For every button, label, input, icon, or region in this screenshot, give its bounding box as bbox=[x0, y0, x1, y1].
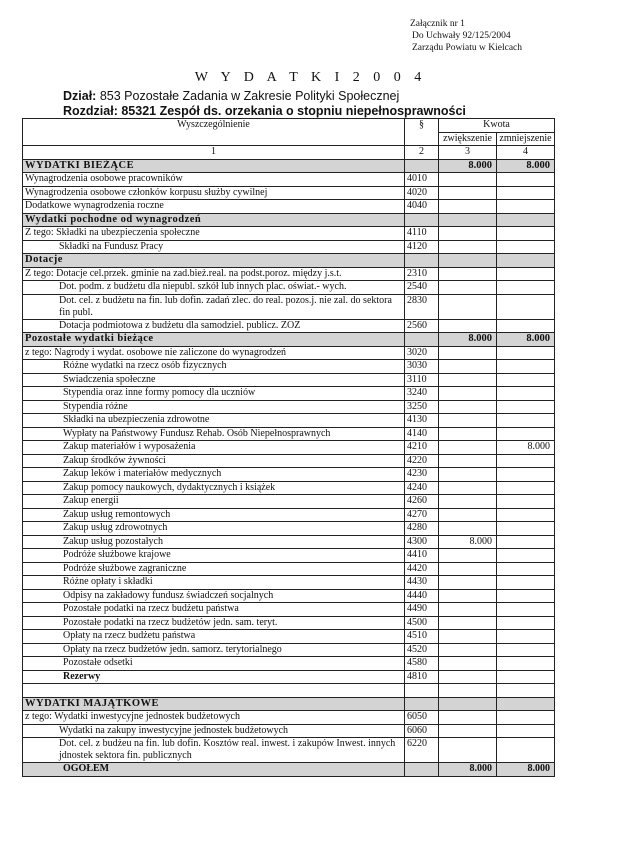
row-decrease bbox=[497, 173, 555, 187]
table-row bbox=[23, 427, 555, 441]
row-paragraph: 2540 bbox=[405, 281, 439, 295]
row-paragraph: 4110 bbox=[405, 227, 439, 241]
table-row bbox=[23, 346, 555, 360]
row-increase bbox=[439, 549, 497, 563]
row-label: Wydatki pochodne od wynagrodzeń bbox=[23, 213, 405, 227]
row-decrease bbox=[497, 373, 555, 387]
row-decrease bbox=[497, 227, 555, 241]
row-increase: 8.000 bbox=[439, 159, 497, 173]
row-increase bbox=[439, 697, 497, 711]
row-label: Zakup pomocy naukowych, dydaktycznych i książek bbox=[23, 481, 405, 495]
row-paragraph: 4040 bbox=[405, 200, 439, 214]
column-number: 2 bbox=[405, 146, 439, 160]
column-number: 1 bbox=[23, 146, 405, 160]
section-row bbox=[23, 333, 555, 347]
row-decrease bbox=[497, 562, 555, 576]
row-increase bbox=[439, 616, 497, 630]
row-label: OGÓŁEM bbox=[23, 763, 405, 777]
row-increase bbox=[439, 481, 497, 495]
row-paragraph: 2830 bbox=[405, 294, 439, 319]
row-decrease bbox=[497, 549, 555, 563]
row-label: Opłaty na rzecz budżetów jedn. samorz. terytorialnego bbox=[23, 643, 405, 657]
row-increase bbox=[439, 254, 497, 268]
section-row bbox=[23, 159, 555, 173]
row-increase bbox=[439, 387, 497, 401]
row-paragraph: 6060 bbox=[405, 724, 439, 738]
table-row bbox=[23, 603, 555, 617]
row-label: Zakup leków i materiałów medycznych bbox=[23, 468, 405, 482]
row-paragraph: 4410 bbox=[405, 549, 439, 563]
row-paragraph: 4010 bbox=[405, 173, 439, 187]
row-label: Podróże służbowe zagraniczne bbox=[23, 562, 405, 576]
table-row bbox=[23, 441, 555, 455]
row-decrease bbox=[497, 281, 555, 295]
expenses-table bbox=[22, 118, 555, 777]
rozdzial-line bbox=[63, 104, 466, 118]
table-row bbox=[23, 508, 555, 522]
table-row bbox=[23, 711, 555, 725]
row-label: Rezerwy bbox=[23, 670, 405, 684]
row-increase bbox=[439, 603, 497, 617]
row-paragraph bbox=[405, 333, 439, 347]
table-row bbox=[23, 454, 555, 468]
row-label: Dot. podm. z budżetu dla niepubl. szkół lub innych plac. oświat.- wych. bbox=[23, 281, 405, 295]
row-decrease bbox=[497, 360, 555, 374]
row-label: Z tego: Dotacje cel.przek. gminie na zad.bież.real. na podst.poroz. między j.s.t. bbox=[23, 267, 405, 281]
row-label: Wydatki na zakupy inwestycyjne jednostek budżetowych bbox=[23, 724, 405, 738]
row-decrease bbox=[497, 589, 555, 603]
row-paragraph: 2560 bbox=[405, 319, 439, 333]
row-paragraph: 4500 bbox=[405, 616, 439, 630]
table-row bbox=[23, 227, 555, 241]
row-increase bbox=[439, 670, 497, 684]
row-label: Wynagrodzenia osobowe członków korpusu służby cywilnej bbox=[23, 186, 405, 200]
dzial-line bbox=[63, 89, 399, 103]
table-row bbox=[23, 200, 555, 214]
row-label: Odpisy na zakładowy fundusz świadczeń socjalnych bbox=[23, 589, 405, 603]
row-paragraph bbox=[405, 763, 439, 777]
section-row bbox=[23, 213, 555, 227]
table-row bbox=[23, 240, 555, 254]
row-label: Składki na ubezpieczenia zdrowotne bbox=[23, 414, 405, 428]
row-paragraph: 6220 bbox=[405, 738, 439, 763]
row-paragraph: 3030 bbox=[405, 360, 439, 374]
row-label: Składki na Fundusz Pracy bbox=[23, 240, 405, 254]
row-increase bbox=[439, 454, 497, 468]
row-increase bbox=[439, 294, 497, 319]
row-decrease: 8.000 bbox=[497, 763, 555, 777]
row-label: Stypendia oraz inne formy pomocy dla uczniów bbox=[23, 387, 405, 401]
row-increase bbox=[439, 562, 497, 576]
row-decrease bbox=[497, 535, 555, 549]
row-decrease: 8.000 bbox=[497, 159, 555, 173]
attachment-note-line: Załącznik nr 1 bbox=[410, 19, 465, 29]
row-decrease bbox=[497, 200, 555, 214]
table-row bbox=[23, 186, 555, 200]
row-paragraph: 4220 bbox=[405, 454, 439, 468]
row-paragraph bbox=[405, 213, 439, 227]
row-decrease bbox=[497, 213, 555, 227]
row-label: Pozostałe podatki na rzecz budżetu państwa bbox=[23, 603, 405, 617]
row-increase bbox=[439, 441, 497, 455]
row-decrease bbox=[497, 481, 555, 495]
table-row bbox=[23, 684, 555, 698]
table-row bbox=[23, 670, 555, 684]
row-increase bbox=[439, 576, 497, 590]
row-paragraph: 4120 bbox=[405, 240, 439, 254]
row-increase bbox=[439, 414, 497, 428]
table-row bbox=[23, 468, 555, 482]
row-label: WYDATKI MAJĄTKOWE bbox=[23, 697, 405, 711]
row-label bbox=[23, 684, 405, 698]
row-decrease bbox=[497, 711, 555, 725]
row-label: Zakup środków żywności bbox=[23, 454, 405, 468]
row-increase bbox=[439, 227, 497, 241]
row-decrease bbox=[497, 576, 555, 590]
header-decrease: zmniejszenie bbox=[497, 132, 555, 146]
row-increase bbox=[439, 319, 497, 333]
row-paragraph: 4260 bbox=[405, 495, 439, 509]
row-decrease bbox=[497, 414, 555, 428]
row-decrease bbox=[497, 508, 555, 522]
header-amount: Kwota bbox=[439, 119, 555, 133]
row-paragraph: 3110 bbox=[405, 373, 439, 387]
table-row bbox=[23, 738, 555, 763]
attachment-note bbox=[410, 18, 522, 54]
row-decrease bbox=[497, 254, 555, 268]
row-paragraph: 3020 bbox=[405, 346, 439, 360]
row-decrease bbox=[497, 387, 555, 401]
row-label: Różne wydatki na rzecz osób fizycznych bbox=[23, 360, 405, 374]
row-paragraph: 4440 bbox=[405, 589, 439, 603]
table-row bbox=[23, 576, 555, 590]
table-row bbox=[23, 724, 555, 738]
row-paragraph: 3240 bbox=[405, 387, 439, 401]
row-increase bbox=[439, 711, 497, 725]
row-decrease: 8.000 bbox=[497, 441, 555, 455]
row-increase bbox=[439, 522, 497, 536]
row-paragraph bbox=[405, 159, 439, 173]
table-row bbox=[23, 616, 555, 630]
row-label: Pozostałe odsetki bbox=[23, 657, 405, 671]
attachment-note-line: Zarządu Powiatu w Kielcach bbox=[412, 43, 522, 53]
column-number: 3 bbox=[439, 146, 497, 160]
row-decrease bbox=[497, 630, 555, 644]
table-row bbox=[23, 400, 555, 414]
row-paragraph: 3250 bbox=[405, 400, 439, 414]
section-row bbox=[23, 697, 555, 711]
attachment-note-line: Do Uchwały 92/125/2004 bbox=[412, 31, 511, 41]
row-increase: 8.000 bbox=[439, 763, 497, 777]
rozdzial-label: Rozdział: bbox=[63, 104, 118, 118]
table-row bbox=[23, 562, 555, 576]
row-decrease bbox=[497, 319, 555, 333]
row-increase bbox=[439, 213, 497, 227]
row-decrease bbox=[497, 267, 555, 281]
row-paragraph: 2310 bbox=[405, 267, 439, 281]
row-label: Dotacje bbox=[23, 254, 405, 268]
table-row bbox=[23, 173, 555, 187]
table-row bbox=[23, 535, 555, 549]
row-increase bbox=[439, 724, 497, 738]
row-paragraph: 4240 bbox=[405, 481, 439, 495]
table-row bbox=[23, 589, 555, 603]
row-decrease bbox=[497, 697, 555, 711]
row-paragraph: 4430 bbox=[405, 576, 439, 590]
row-paragraph: 4490 bbox=[405, 603, 439, 617]
row-increase bbox=[439, 657, 497, 671]
row-increase bbox=[439, 267, 497, 281]
row-paragraph: 4020 bbox=[405, 186, 439, 200]
row-decrease: 8.000 bbox=[497, 333, 555, 347]
table-row bbox=[23, 657, 555, 671]
row-increase bbox=[439, 373, 497, 387]
row-label: Zakup energii bbox=[23, 495, 405, 509]
total-row bbox=[23, 763, 555, 777]
row-label: Pozostałe podatki na rzecz budżetów jedn. sam. teryt. bbox=[23, 616, 405, 630]
row-paragraph: 4520 bbox=[405, 643, 439, 657]
row-label: Zakup usług pozostałych bbox=[23, 535, 405, 549]
row-increase bbox=[439, 427, 497, 441]
row-paragraph: 4280 bbox=[405, 522, 439, 536]
row-paragraph: 4580 bbox=[405, 657, 439, 671]
row-increase bbox=[439, 589, 497, 603]
row-decrease bbox=[497, 400, 555, 414]
row-decrease bbox=[497, 294, 555, 319]
row-label: z tego: Nagrody i wydat. osobowe nie zaliczone do wynagrodzeń bbox=[23, 346, 405, 360]
row-paragraph: 4130 bbox=[405, 414, 439, 428]
table-row bbox=[23, 495, 555, 509]
row-label: Zakup usług remontowych bbox=[23, 508, 405, 522]
row-increase bbox=[439, 643, 497, 657]
row-label: Świadczenia społeczne bbox=[23, 373, 405, 387]
row-increase bbox=[439, 400, 497, 414]
section-row bbox=[23, 254, 555, 268]
row-increase bbox=[439, 186, 497, 200]
row-increase bbox=[439, 468, 497, 482]
table-row bbox=[23, 281, 555, 295]
row-label: Zakup materiałów i wyposażenia bbox=[23, 441, 405, 455]
row-label: Dot. cel. z budżetu na fin. lub dofin. zadań zlec. do real. pozos.j. nie zal. do sektora fin publ. bbox=[23, 294, 405, 319]
row-decrease bbox=[497, 738, 555, 763]
row-increase bbox=[439, 495, 497, 509]
rozdzial-text: 85321 Zespół ds. orzekania o stopniu niepełnosprawności bbox=[121, 104, 466, 118]
row-label: Z tego: Składki na ubezpieczenia społeczne bbox=[23, 227, 405, 241]
row-increase: 8.000 bbox=[439, 535, 497, 549]
row-increase bbox=[439, 360, 497, 374]
row-paragraph: 6050 bbox=[405, 711, 439, 725]
row-paragraph bbox=[405, 254, 439, 268]
row-decrease bbox=[497, 643, 555, 657]
row-label: z tego: Wydatki inwestycyjne jednostek budżetowych bbox=[23, 711, 405, 725]
table-row bbox=[23, 630, 555, 644]
dzial-text: 853 Pozostałe Zadania w Zakresie Polityki Społecznej bbox=[99, 89, 400, 103]
row-label: Dot. cel. z budżeu na fin. lub dofin. Kosztów real. inwest. i zakupów Inwest. innych jdnostek sektora fin. publicznych bbox=[23, 738, 405, 763]
row-increase bbox=[439, 684, 497, 698]
row-increase: 8.000 bbox=[439, 333, 497, 347]
row-label: Podróże służbowe krajowe bbox=[23, 549, 405, 563]
table-row bbox=[23, 319, 555, 333]
row-paragraph: 4140 bbox=[405, 427, 439, 441]
row-decrease bbox=[497, 670, 555, 684]
column-number: 4 bbox=[497, 146, 555, 160]
row-increase bbox=[439, 508, 497, 522]
row-decrease bbox=[497, 522, 555, 536]
table-row bbox=[23, 373, 555, 387]
row-decrease bbox=[497, 657, 555, 671]
row-decrease bbox=[497, 684, 555, 698]
row-decrease bbox=[497, 603, 555, 617]
table-row bbox=[23, 481, 555, 495]
row-paragraph: 4810 bbox=[405, 670, 439, 684]
row-paragraph: 4270 bbox=[405, 508, 439, 522]
row-increase bbox=[439, 173, 497, 187]
row-label: Zakup usług zdrowotnych bbox=[23, 522, 405, 536]
table-row bbox=[23, 522, 555, 536]
header-increase: zwiększenie bbox=[439, 132, 497, 146]
row-label: Pozostałe wydatki bieżące bbox=[23, 333, 405, 347]
row-decrease bbox=[497, 454, 555, 468]
row-increase bbox=[439, 738, 497, 763]
row-paragraph: 4420 bbox=[405, 562, 439, 576]
row-decrease bbox=[497, 427, 555, 441]
table-row bbox=[23, 643, 555, 657]
table-row bbox=[23, 294, 555, 319]
row-increase bbox=[439, 630, 497, 644]
table-row bbox=[23, 414, 555, 428]
table-row bbox=[23, 360, 555, 374]
row-decrease bbox=[497, 495, 555, 509]
dzial-label: Dział: bbox=[63, 89, 97, 103]
row-label: Wynagrodzenia osobowe pracowników bbox=[23, 173, 405, 187]
row-decrease bbox=[497, 468, 555, 482]
row-paragraph: 4300 bbox=[405, 535, 439, 549]
row-decrease bbox=[497, 186, 555, 200]
table-row bbox=[23, 387, 555, 401]
row-increase bbox=[439, 346, 497, 360]
row-label: Różne opłaty i składki bbox=[23, 576, 405, 590]
page-title: W Y D A T K I 2 0 0 4 bbox=[194, 70, 427, 85]
table-row bbox=[23, 549, 555, 563]
row-decrease bbox=[497, 240, 555, 254]
row-label: Wypłaty na Państwowy Fundusz Rehab. Osób Niepełnosprawnych bbox=[23, 427, 405, 441]
row-label: Stypendia różne bbox=[23, 400, 405, 414]
row-label: Dotacja podmiotowa z budżetu dla samodziel. publicz. ZOZ bbox=[23, 319, 405, 333]
row-decrease bbox=[497, 724, 555, 738]
row-label: WYDATKI BIEŻĄCE bbox=[23, 159, 405, 173]
row-label: Dodatkowe wynagrodzenia roczne bbox=[23, 200, 405, 214]
table-row bbox=[23, 267, 555, 281]
row-label: Opłaty na rzecz budżetu państwa bbox=[23, 630, 405, 644]
row-paragraph bbox=[405, 697, 439, 711]
row-paragraph: 4510 bbox=[405, 630, 439, 644]
row-paragraph bbox=[405, 684, 439, 698]
row-decrease bbox=[497, 616, 555, 630]
row-decrease bbox=[497, 346, 555, 360]
row-paragraph: 4210 bbox=[405, 441, 439, 455]
row-paragraph: 4230 bbox=[405, 468, 439, 482]
row-increase bbox=[439, 281, 497, 295]
row-increase bbox=[439, 200, 497, 214]
header-paragraph: § bbox=[405, 119, 439, 146]
row-increase bbox=[439, 240, 497, 254]
header-name: Wyszczególnienie bbox=[23, 119, 405, 146]
